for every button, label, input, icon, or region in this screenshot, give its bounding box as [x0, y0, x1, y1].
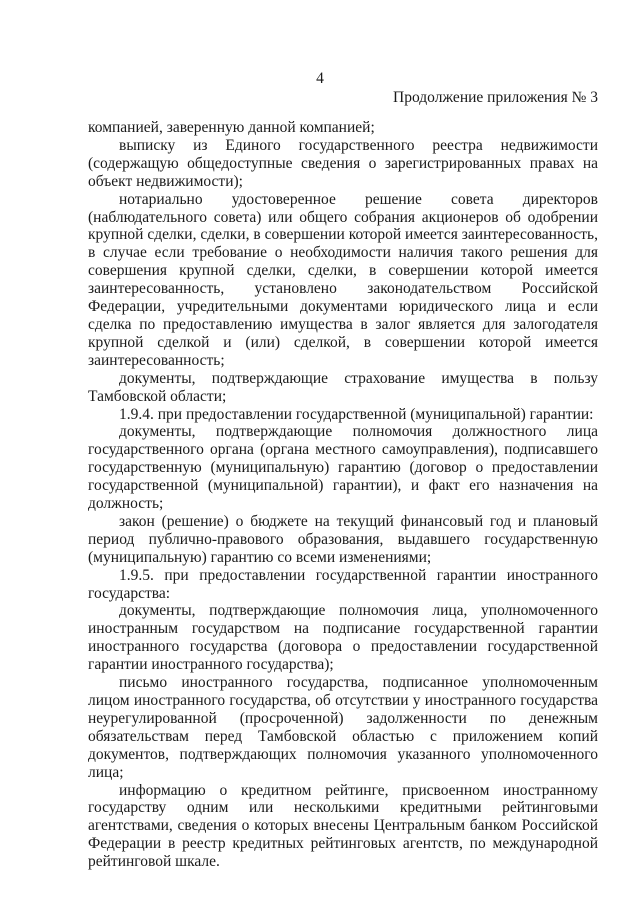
paragraph-10: письмо иностранного государства, подписанное уполномоченным лицом иностранного государства, об отсутствии у иностранного государства неурегулированной (просроченной) задолженности по денежным обязательствам перед Тамбовской областью с приложением копий документов, подтверждающих полномочия указанного уполномоченного лица;: [88, 674, 598, 781]
paragraph-7: закон (решение) о бюджете на текущий финансовый год и плановый период публично-правового образования, выдавшего государственную (муниципальную) гарантию со всеми изменениями;: [88, 512, 598, 566]
paragraph-1: компанией, заверенную данной компанией;: [88, 119, 375, 136]
paragraph-5: 1.9.4. при предоставлении государственной (муниципальной) гарантии:: [119, 405, 594, 423]
paragraph-11: информацию о кредитном рейтинге, присвоенном иностранному государству одним или несколькими кредитными рейтинговыми агентствами, сведения о которых внесены Центральным банком Российской Федерации в реестр кредитных рейтинговых агентств, по международной рейтинговой шкале.: [88, 781, 598, 871]
page-number: 4: [316, 70, 324, 87]
paragraph-3: нотариально удостоверенное решение совета директоров (наблюдательного совета) или общего собрания акционеров об одобрении крупной сделки, сделки, в совершении которой имеется заинтересованность, в случае если требование о необходимости наличия такого решения для совершения крупной сделки, сделки, в совершении которой имеется заинтересованность, установлено законодательством Российской Федерации, учредительными документами юридического лица и если сделка по предоставлению имущества в залог является для залогодателя крупной сделкой и (или) сделкой, в совершении которой имеется заинтересованность;: [88, 190, 598, 369]
paragraph-9: документы, подтверждающие полномочия лица, уполномоченного иностранным государством на подписание государственной гарантии иностранного государства (договора о предоставлении государственной гарантии иностранного государства);: [88, 602, 598, 674]
document-body: [88, 119, 598, 871]
paragraph-6: документы, подтверждающие полномочия должностного лица государственного органа (органа местного самоуправления), подписавшего государственную (муниципальную) гарантию (договор о предоставлении государственной (муниципальной) гарантии), и факт его назначения на должность;: [88, 423, 598, 513]
paragraph-8: 1.9.5. при предоставлении государственной гарантии иностранного государства:: [88, 566, 598, 602]
paragraph-2: выписку из Единого государственного реестра недвижимости (содержащую общедоступные сведения о зарегистрированных правах на объект недвижимости);: [88, 136, 598, 190]
appendix-continuation-label: Продолжение приложения № 3: [393, 89, 598, 106]
paragraph-4: документы, подтверждающие страхование имущества в пользу Тамбовской области;: [88, 369, 598, 405]
